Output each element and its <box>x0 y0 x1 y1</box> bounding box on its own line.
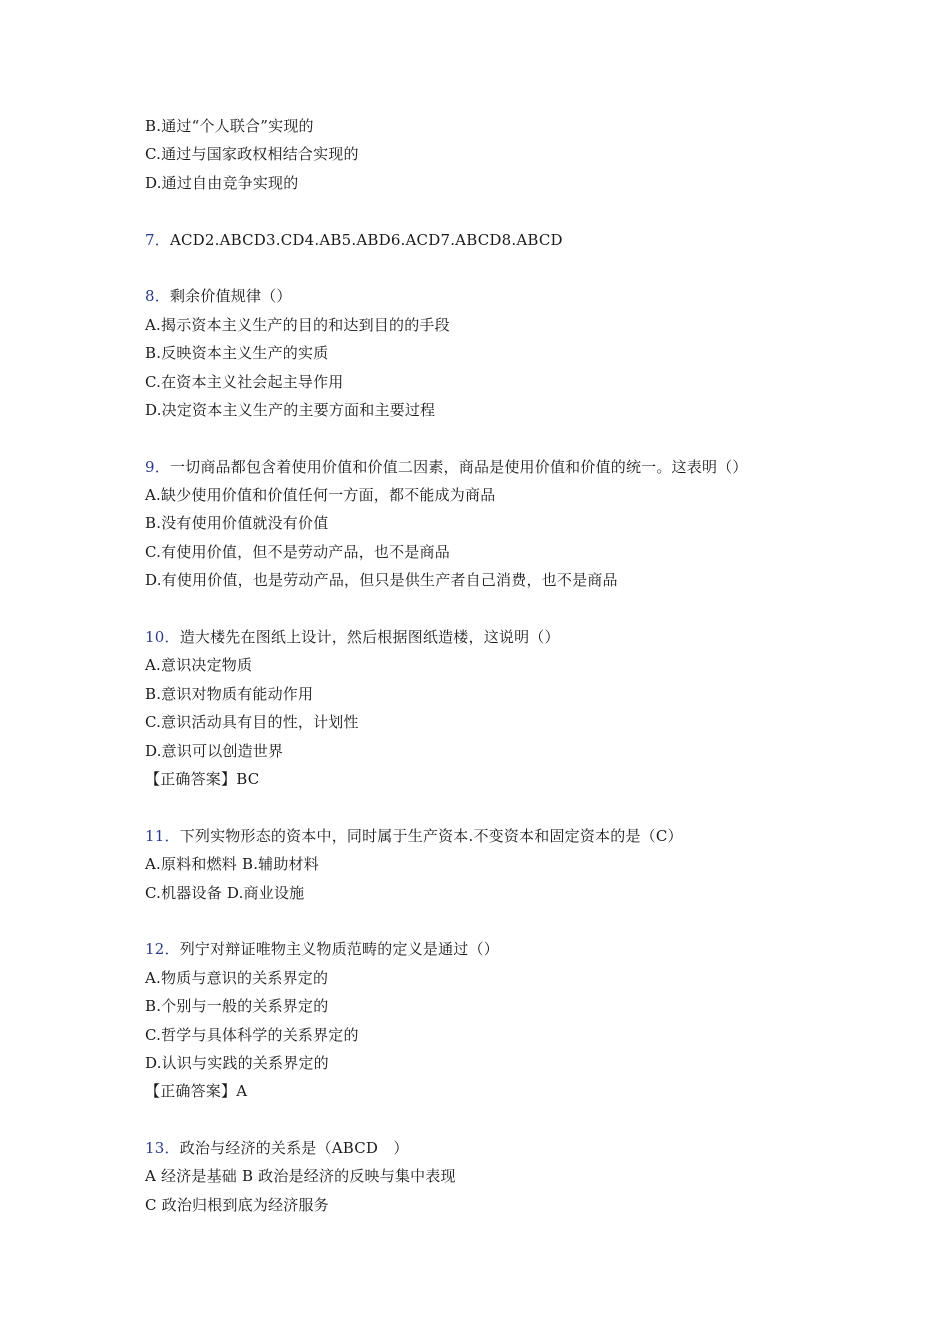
option-b: B.反映资本主义生产的实质 <box>145 344 329 363</box>
question-9-stem <box>145 453 845 481</box>
question-13 <box>145 1134 845 1219</box>
question-text: 下列实物形态的资本中，同时属于生产资本.不变资本和固定资本的是（C） <box>179 826 683 845</box>
options-c-d: C.机器设备 D.商业设施 <box>145 883 305 902</box>
question-number: 10． <box>145 628 180 647</box>
correct-answer: 【正确答案】BC <box>145 769 260 788</box>
option-c: C.哲学与具体科学的关系界定的 <box>145 1025 359 1044</box>
options-a-b: A 经济是基础 B 政治是经济的反映与集中表现 <box>145 1167 456 1186</box>
question-13-stem <box>145 1134 845 1162</box>
question-12 <box>145 935 845 1105</box>
option-d: D.意识可以创造世界 <box>145 741 284 760</box>
question-number: 8． <box>145 287 170 306</box>
question-11-stem <box>145 822 845 850</box>
option-c: C.在资本主义社会起主导作用 <box>145 372 344 391</box>
option-d: D.认识与实践的关系界定的 <box>145 1053 329 1072</box>
option-b: B.意识对物质有能动作用 <box>145 684 314 703</box>
option-a: A.缺少使用价值和价值任何一方面，都不能成为商品 <box>145 486 496 505</box>
question-number: 12． <box>145 940 180 959</box>
option-c: C.有使用价值，但不是劳动产品，也不是商品 <box>145 542 450 561</box>
question-10-stem <box>145 623 845 651</box>
option-b: B.通过“个人联合”实现的 <box>145 117 314 135</box>
option-b: B.没有使用价值就没有价值 <box>145 514 329 533</box>
question-text: 造大楼先在图纸上设计，然后根据图纸造楼，这说明（） <box>179 628 560 647</box>
document-page <box>145 112 845 1219</box>
question-text: 一切商品都包含着使用价值和价值二因素，商品是使用价值和价值的统一。这表明（） <box>169 457 748 476</box>
question-text: 政治与经济的关系是（ABCD ） <box>179 1139 409 1158</box>
question-number: 7． <box>145 230 170 249</box>
question-7 <box>145 226 845 254</box>
question-12-stem <box>145 935 845 963</box>
option-b: B.个别与一般的关系界定的 <box>145 997 329 1016</box>
question-8-stem <box>145 282 845 310</box>
question-number: 13． <box>145 1139 180 1158</box>
option-d: D.通过自由竞争实现的 <box>145 173 299 192</box>
question-11 <box>145 822 845 907</box>
question-7-stem <box>145 226 845 254</box>
correct-answer: 【正确答案】A <box>145 1082 248 1101</box>
question-text: 剩余价值规律（） <box>169 287 292 306</box>
options-a-b: A.原料和燃料 B.辅助材料 <box>145 855 319 874</box>
question-text: ACD2.ABCD3.CD4.AB5.ABD6.ACD7.ABCD8.ABCD <box>169 230 563 249</box>
option-c: C.意识活动具有目的性，计划性 <box>145 713 359 732</box>
option-a: A.意识决定物质 <box>145 656 253 675</box>
option-c: C 政治归根到底为经济服务 <box>145 1195 329 1214</box>
question-text: 列宁对辩证唯物主义物质范畴的定义是通过（） <box>179 940 499 959</box>
question-number: 11． <box>145 826 180 845</box>
option-a: A.揭示资本主义生产的目的和达到目的的手段 <box>145 315 450 334</box>
question-8 <box>145 282 845 424</box>
option-a: A.物质与意识的关系界定的 <box>145 968 329 987</box>
question-9 <box>145 453 845 595</box>
question-6-options <box>145 112 845 197</box>
option-d: D.有使用价值，也是劳动产品，但只是供生产者自己消费，也不是商品 <box>145 571 618 590</box>
option-d: D.决定资本主义生产的主要方面和主要过程 <box>145 400 436 419</box>
question-number: 9． <box>145 457 170 476</box>
option-c: C.通过与国家政权相结合实现的 <box>145 145 359 164</box>
question-10 <box>145 623 845 793</box>
